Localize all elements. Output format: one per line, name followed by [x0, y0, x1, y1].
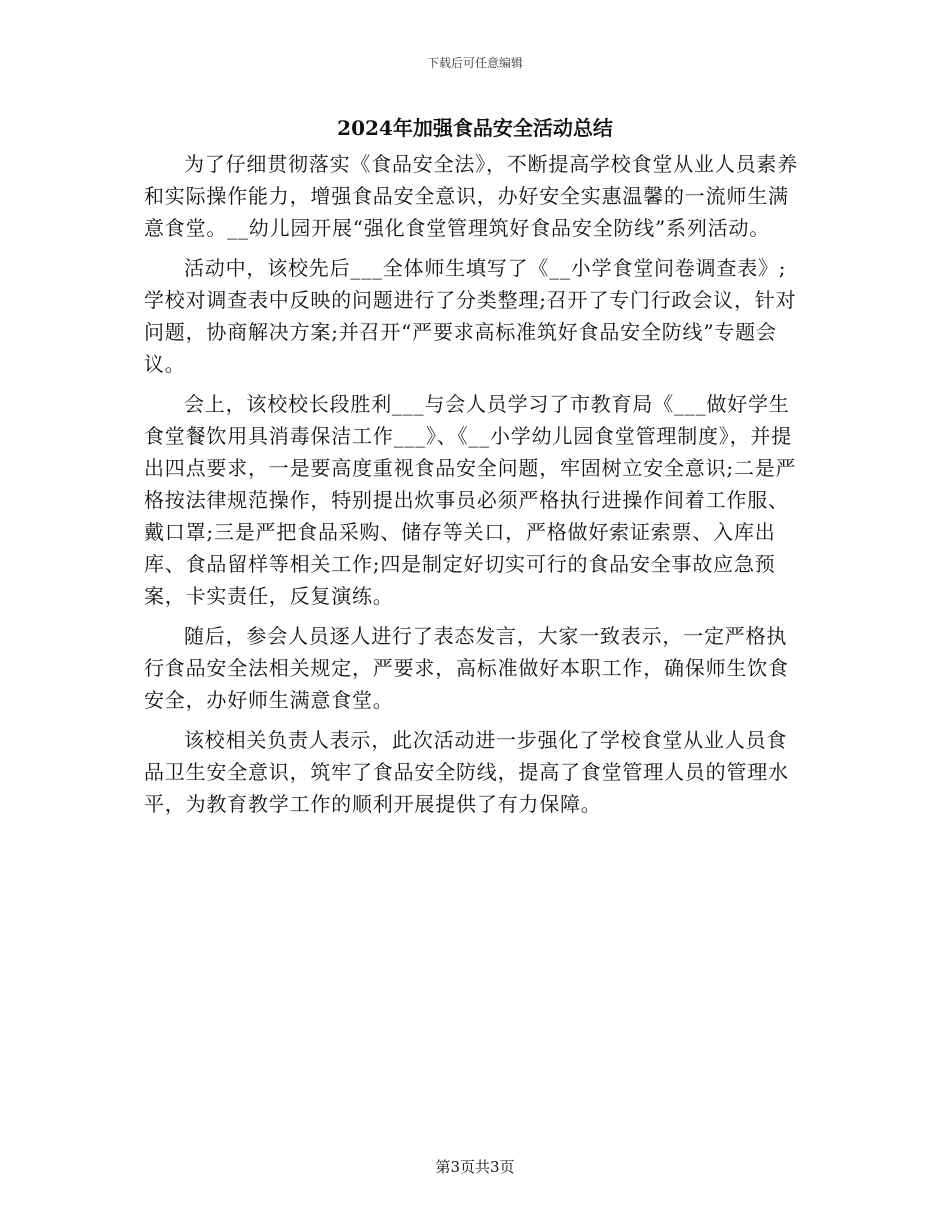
paragraph-4: 随后，参会人员逐人进行了表态发言，大家一致表示，一定严格执行食品安全法相关规定，严要求，高标准做好本职工作，确保师生饮食安全，办好师生满意食堂。 — [144, 624, 789, 712]
header-note: 下载后可任意编辑 — [426, 56, 523, 70]
paragraph-3: 会上，该校校长段胜利___与会人员学习了市教育局《___做好学生食堂餐饮用具消毒保洁工作___》、《__小学幼儿园食堂管理制度》，并提出四点要求，一是要高度重视食品安全问题，牢固树立安全意识;二是严格按法律规范操作，特别提出炊事员必须严格执行进操作间着工作服、戴口罩;三是严把食品采购、储存等关口，严格做好索证索票、入库出库、食品留样等相关工作;四是制定好切实可行的食品安全事故应急预案，卡实责任，反复演练。 — [144, 392, 797, 608]
document-body — [144, 148, 804, 828]
document-title: 2024年加强食品安全活动总结 — [337, 116, 613, 140]
paragraph-2: 活动中，该校先后___全体师生填写了《__小学食堂问卷调查表》;学校对调查表中反映的问题进行了分类整理;召开了专门行政会议，针对问题，协商解决方案;并召开“严要求高标准筑好食品安全防线”专题会议。 — [144, 256, 797, 376]
paragraph-1: 为了仔细贯彻落实《食品安全法》，不断提高学校食堂从业人员素养和实际操作能力，增强食品安全意识，办好安全实惠温馨的一流师生满意食堂。__幼儿园开展“强化食堂管理筑好食品安全防线”系列活动。 — [144, 152, 798, 240]
paragraph-5: 该校相关负责人表示，此次活动进一步强化了学校食堂从业人员食品卫生安全意识，筑牢了食品安全防线，提高了食堂管理人员的管理水平，为教育教学工作的顺利开展提供了有力保障。 — [144, 728, 789, 816]
page-footer: 第3页共3页 — [435, 1158, 515, 1176]
